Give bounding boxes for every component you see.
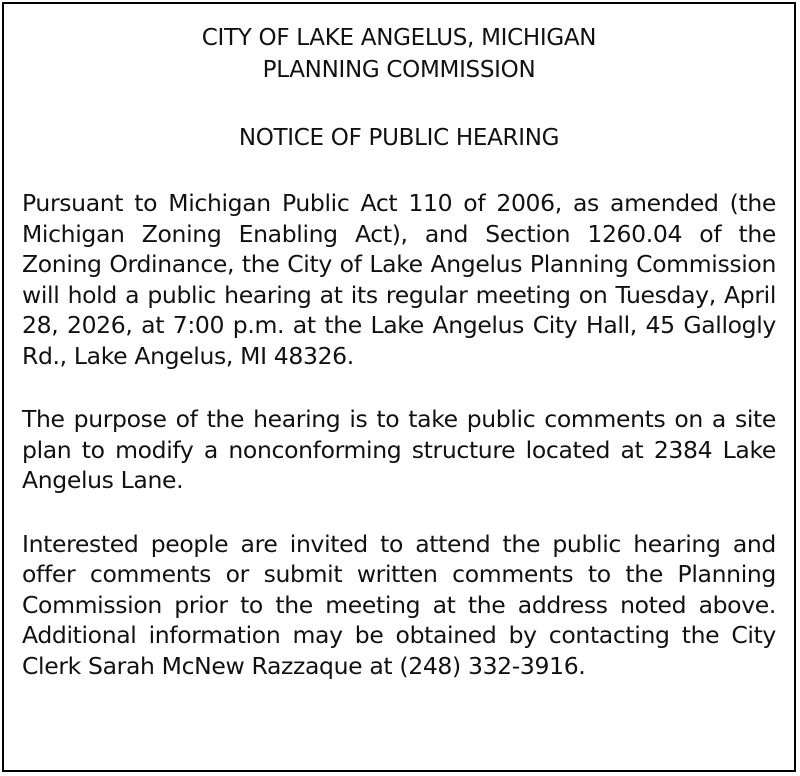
city-name-heading: CITY OF LAKE ANGELUS, MICHIGAN [201,25,597,51]
notice-title: NOTICE OF PUBLIC HEARING [238,125,560,151]
commission-heading: PLANNING COMMISSION [262,57,536,83]
notice-header [22,22,776,86]
hearing-purpose-paragraph: The purpose of the hearing is to take public comments on a site plan to modify a nonconforming structure located at 2384 Lake Angelus Lane. [22,405,776,494]
notice-frame [2,2,796,772]
notice-content [22,22,776,681]
hearing-details-paragraph: Pursuant to Michigan Public Act 110 of 2006, as amended (the Michigan Zoning Enabling Act), and Section 1260.04 of the Zoning Ordinance, the City of Lake Angelus Planning Commission will hold a public hearing at its regular meeting on Tuesday, April 28, 2026, at 7:00 p.m. at the Lake Angelus City Hall, 45 Gallogly Rd., Lake Angelus, MI 48326. [22,189,776,370]
contact-info-paragraph: Interested people are invited to attend the public hearing and offer comments or submit written comments to the Planning Commission prior to the meeting at the address noted above. Additional information may be obtained by contacting the City Clerk Sarah McNew Razzaque at (248) 332-3916. [22,529,776,680]
